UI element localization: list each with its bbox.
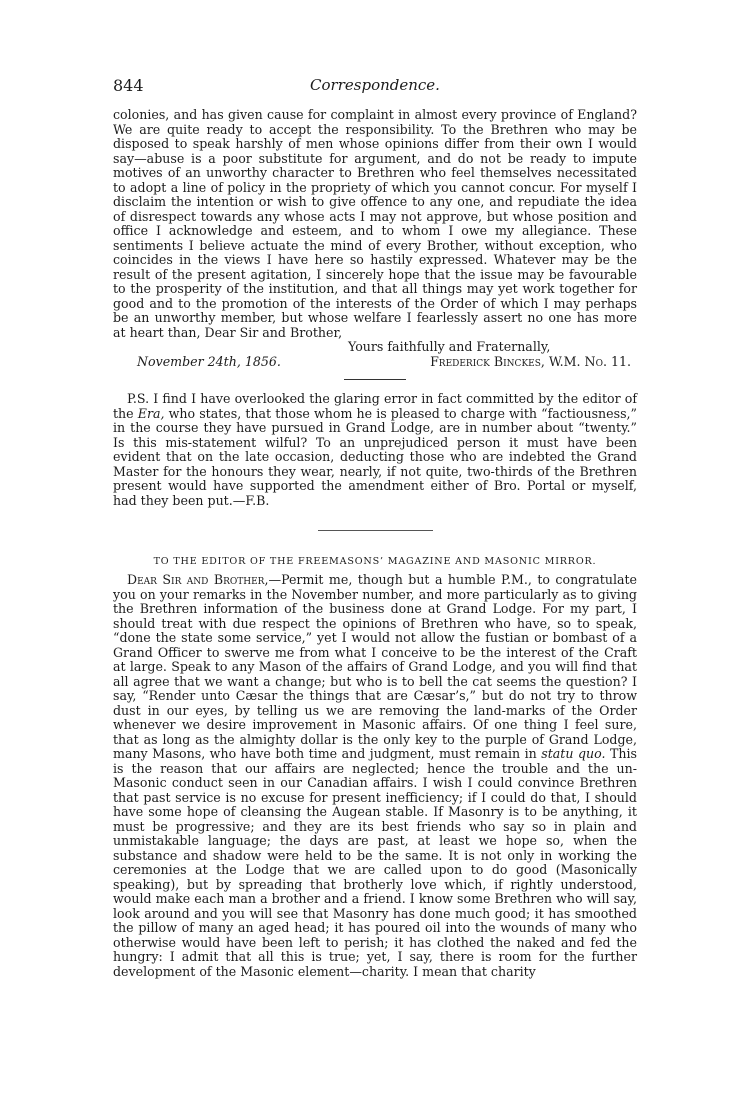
- letter2-salutation: Dear Sir and Brother,: [127, 572, 269, 587]
- letter2-text-part2: This is the reason that our affairs are neglected; hence the trouble and the un-Masonic conduct seen in our Canadian affairs. I wish I could convince Brethren that past service is no excuse for present inefficiency; if I could do that, I should have some hope of cleansing the Augean stable. If Masonry is to be anything, it must be progressive; and they are its best friends who say so in plain and unmistakable language; the days are past, at least we hope so, when the substance and shadow were held to be the same. It is not only in working the ceremonies at the Lodge that we are called upon to do good (Masonically speaking), but by spreading that brotherly love which, if rightly understood, would make each man a brother and a friend. I know some Brethren who will say, look around and you will see that Masonry has done much good; it has smoothed the pillow of many an aged head; it has poured oil into the wounds of many who otherwise would have been left to perish; it has clothed the naked and fed the hungry: I admit that all this is true; yet, I say, there is room for the further development of the Masonic element—charity. I mean that charity: [113, 746, 637, 979]
- letter2-text-part1: —Permit me, though but a humble P.M., to congratulate you on your remarks in the November number, and more particularly as to giving the Brethren information of the business done at Grand Lodge. For my part, I should treat with due respect the opinions of Brethren who have, so to speak, “done the state some service,” yet I would not allow the fustian or bombast of a Grand Officer to swerve me from what I conceive to be the interest of the Craft at large. Speak to any Mason of the affairs of Grand Lodge, and you will find that all agree that we want a change; but who is to bell the cat seems the question? I say, “Render unto Cæsar the things that are Cæsar’s,” but do not try to throw dust in our eyes, by telling us we are removing the land-marks of the Order whenever we desire improvement in Masonic affairs. Of one thing I feel sure, that as long as the almighty dollar is the only key to the purple of Grand Lodge, many Masons, who have both time and judgment, must remain in: [113, 572, 637, 761]
- section-divider: [318, 530, 433, 531]
- letter1-body: colonies, and has given cause for complaint in almost every province of England? We are quite ready to accept the responsibility. To the Brethren who may be disposed to speak harshly of men whose opinions differ from their own I would say—abuse is a poor substitute for argument, and do not be ready to impute motives of an unworthy character to Brethren who feel themselves necessitated to adopt a line of policy in the propriety of which you cannot concur. For myself I disclaim the intention or wish to give offence to any one, and repudiate the idea of disrespect towards any whose acts I may not approve, but whose position and office I acknowledge and esteem, and to whom I owe my allegiance. These sentiments I believe actuate the mind of every Brother, without exception, who coincides in the views I have here so hastily expressed. Whatever may be the result of the present agitation, I sincerely hope that the issue may be favourable to the prosperity of the institution, and that all things may yet work together for good and to the promotion of the interests of the Order of which I may perhaps be an unworthy member, but whose welfare I fearlessly assert no one has more at heart than, Dear Sir and Brother,: [113, 107, 637, 340]
- postscript: [113, 392, 637, 508]
- letter1-date: November 24th, 1856.: [137, 353, 281, 369]
- letter2-heading: TO THE EDITOR OF THE FREEMASONS’ MAGAZINE AND MASONIC MIRROR.: [153, 556, 597, 567]
- letter2-italic-phrase: statu quo.: [541, 746, 606, 761]
- page-number: 844: [113, 76, 144, 95]
- magazine-page: [113, 76, 637, 979]
- short-divider: [344, 379, 406, 380]
- letter1-closing: Yours faithfully and Fraternally,: [348, 339, 551, 354]
- postscript-text-end: who states, that those whom he is pleased to charge with “factiousness,” in the course they have pursued in Grand Lodge, are in number about “twenty.” Is this mis-statement wilful? To an unprejudiced person it must have been evident that on the late occasion, deducting those who are indebted the Grand Master for the honours they wear, nearly, if not quite, two-thirds of the Brethren present would have supported the amendment either of Bro. Portal or myself, had they been put.—F.B.: [113, 405, 637, 508]
- postscript-text-start: P.S. I find I have overlooked the glaring error in fact committed by the editor of the: [113, 391, 637, 421]
- letter1-dateline: [113, 355, 637, 370]
- letter1-signature: Frederick Binckes, W.M. No. 11.: [430, 353, 631, 369]
- postscript-italic: Era,: [137, 405, 165, 421]
- page-header: [113, 76, 637, 102]
- running-head: Correspondence.: [310, 76, 440, 94]
- letter2-body: [113, 573, 637, 979]
